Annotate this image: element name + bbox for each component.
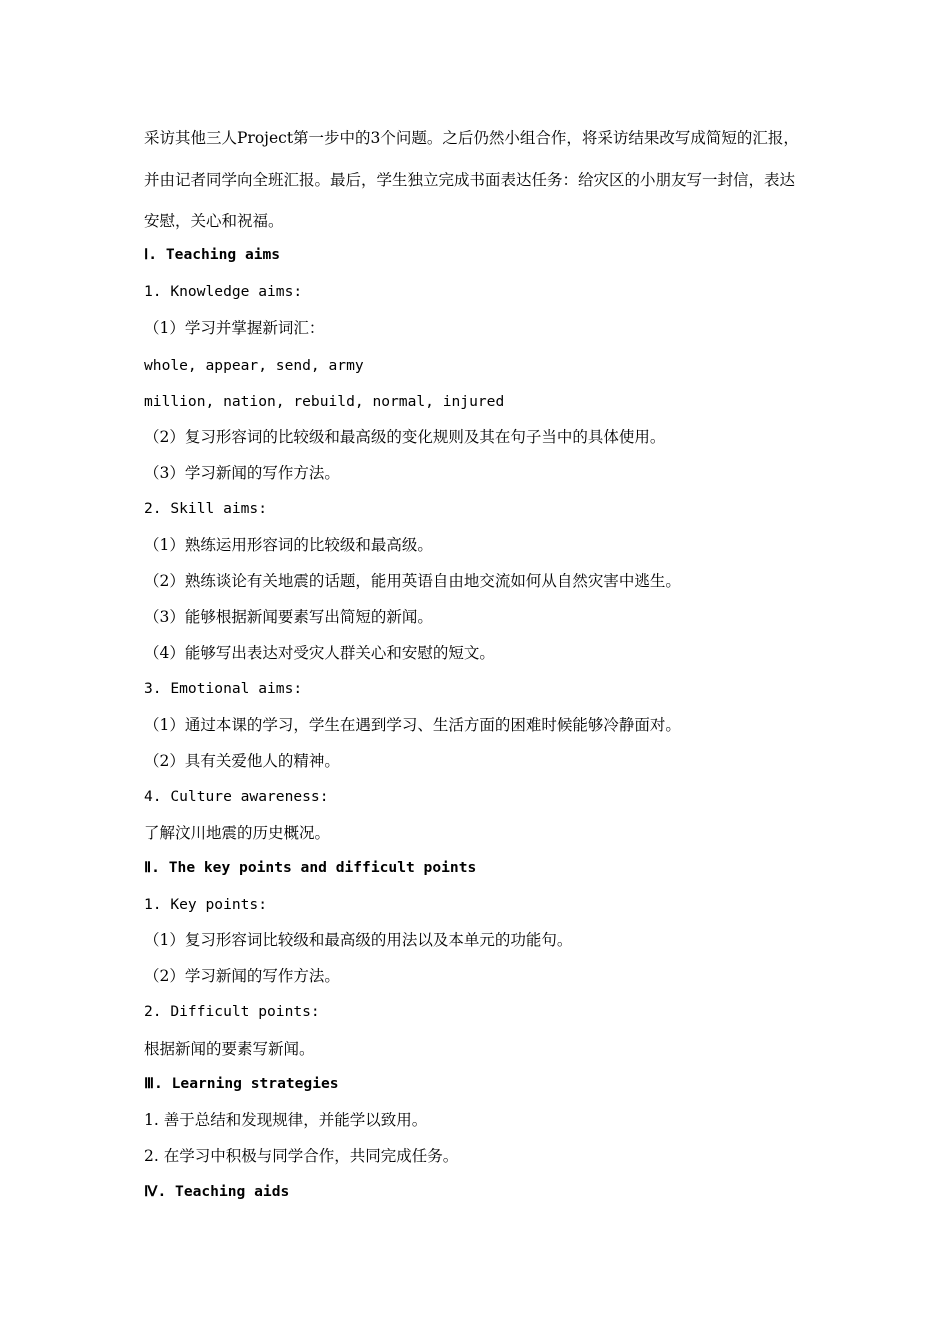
culture-item: 了解汶川地震的历史概况。 xyxy=(144,824,331,842)
subheading-culture-awareness: 4. Culture awareness: xyxy=(144,788,329,805)
skill-item-2: （2）熟练谈论有关地震的话题，能用英语自由地交流如何从自然灾害中逃生。 xyxy=(144,572,681,590)
subheading-difficult-points: 2. Difficult points: xyxy=(144,1003,320,1020)
skill-item-4: （4）能够写出表达对受灾人群关心和安慰的短文。 xyxy=(144,644,495,662)
subheading-knowledge-aims: 1. Knowledge aims: xyxy=(144,283,303,300)
subheading-skill-aims: 2. Skill aims: xyxy=(144,500,268,517)
intro-paragraph: 采访其他三人Project第一步中的3个问题。之后仍然小组合作，将采访结果改写成简短的汇报，并由记者同学向全班汇报。最后，学生独立完成书面表达任务：给灾区的小朋友写一封信，表达安慰，关心和祝福。 xyxy=(144,129,799,230)
skill-item-1: （1）熟练运用形容词的比较级和最高级。 xyxy=(144,536,433,554)
skill-item-3: （3）能够根据新闻要素写出简短的新闻。 xyxy=(144,608,433,626)
section-heading-learning-strategies: Ⅲ. Learning strategies xyxy=(144,1075,339,1092)
section-heading-key-points: Ⅱ. The key points and difficult points xyxy=(144,859,477,876)
subheading-key-points: 1. Key points: xyxy=(144,896,268,913)
strategy-item-2: 2. 在学习中积极与同学合作，共同完成任务。 xyxy=(144,1147,459,1165)
vocabulary-line-2: million, nation, rebuild, normal, injured xyxy=(144,393,505,410)
section-heading-teaching-aids: Ⅳ. Teaching aids xyxy=(144,1183,290,1200)
knowledge-item-2: （2）复习形容词的比较级和最高级的变化规则及其在句子当中的具体使用。 xyxy=(144,428,666,446)
key-point-item-2: （2）学习新闻的写作方法。 xyxy=(144,967,340,985)
section-heading-teaching-aims: Ⅰ. Teaching aims xyxy=(144,246,281,263)
strategy-item-1: 1. 善于总结和发现规律，并能学以致用。 xyxy=(144,1111,428,1129)
key-point-item-1: （1）复习形容词比较级和最高级的用法以及本单元的功能句。 xyxy=(144,931,573,949)
emotional-item-1: （1）通过本课的学习，学生在遇到学习、生活方面的困难时候能够冷静面对。 xyxy=(144,716,681,734)
emotional-item-2: （2）具有关爱他人的精神。 xyxy=(144,752,340,770)
subheading-emotional-aims: 3. Emotional aims: xyxy=(144,680,303,697)
knowledge-item-3: （3）学习新闻的写作方法。 xyxy=(144,464,340,482)
difficult-point-item: 根据新闻的要素写新闻。 xyxy=(144,1040,315,1058)
vocabulary-line-1: whole, appear, send, army xyxy=(144,357,364,374)
knowledge-item-1: （1）学习并掌握新词汇： xyxy=(144,319,325,337)
